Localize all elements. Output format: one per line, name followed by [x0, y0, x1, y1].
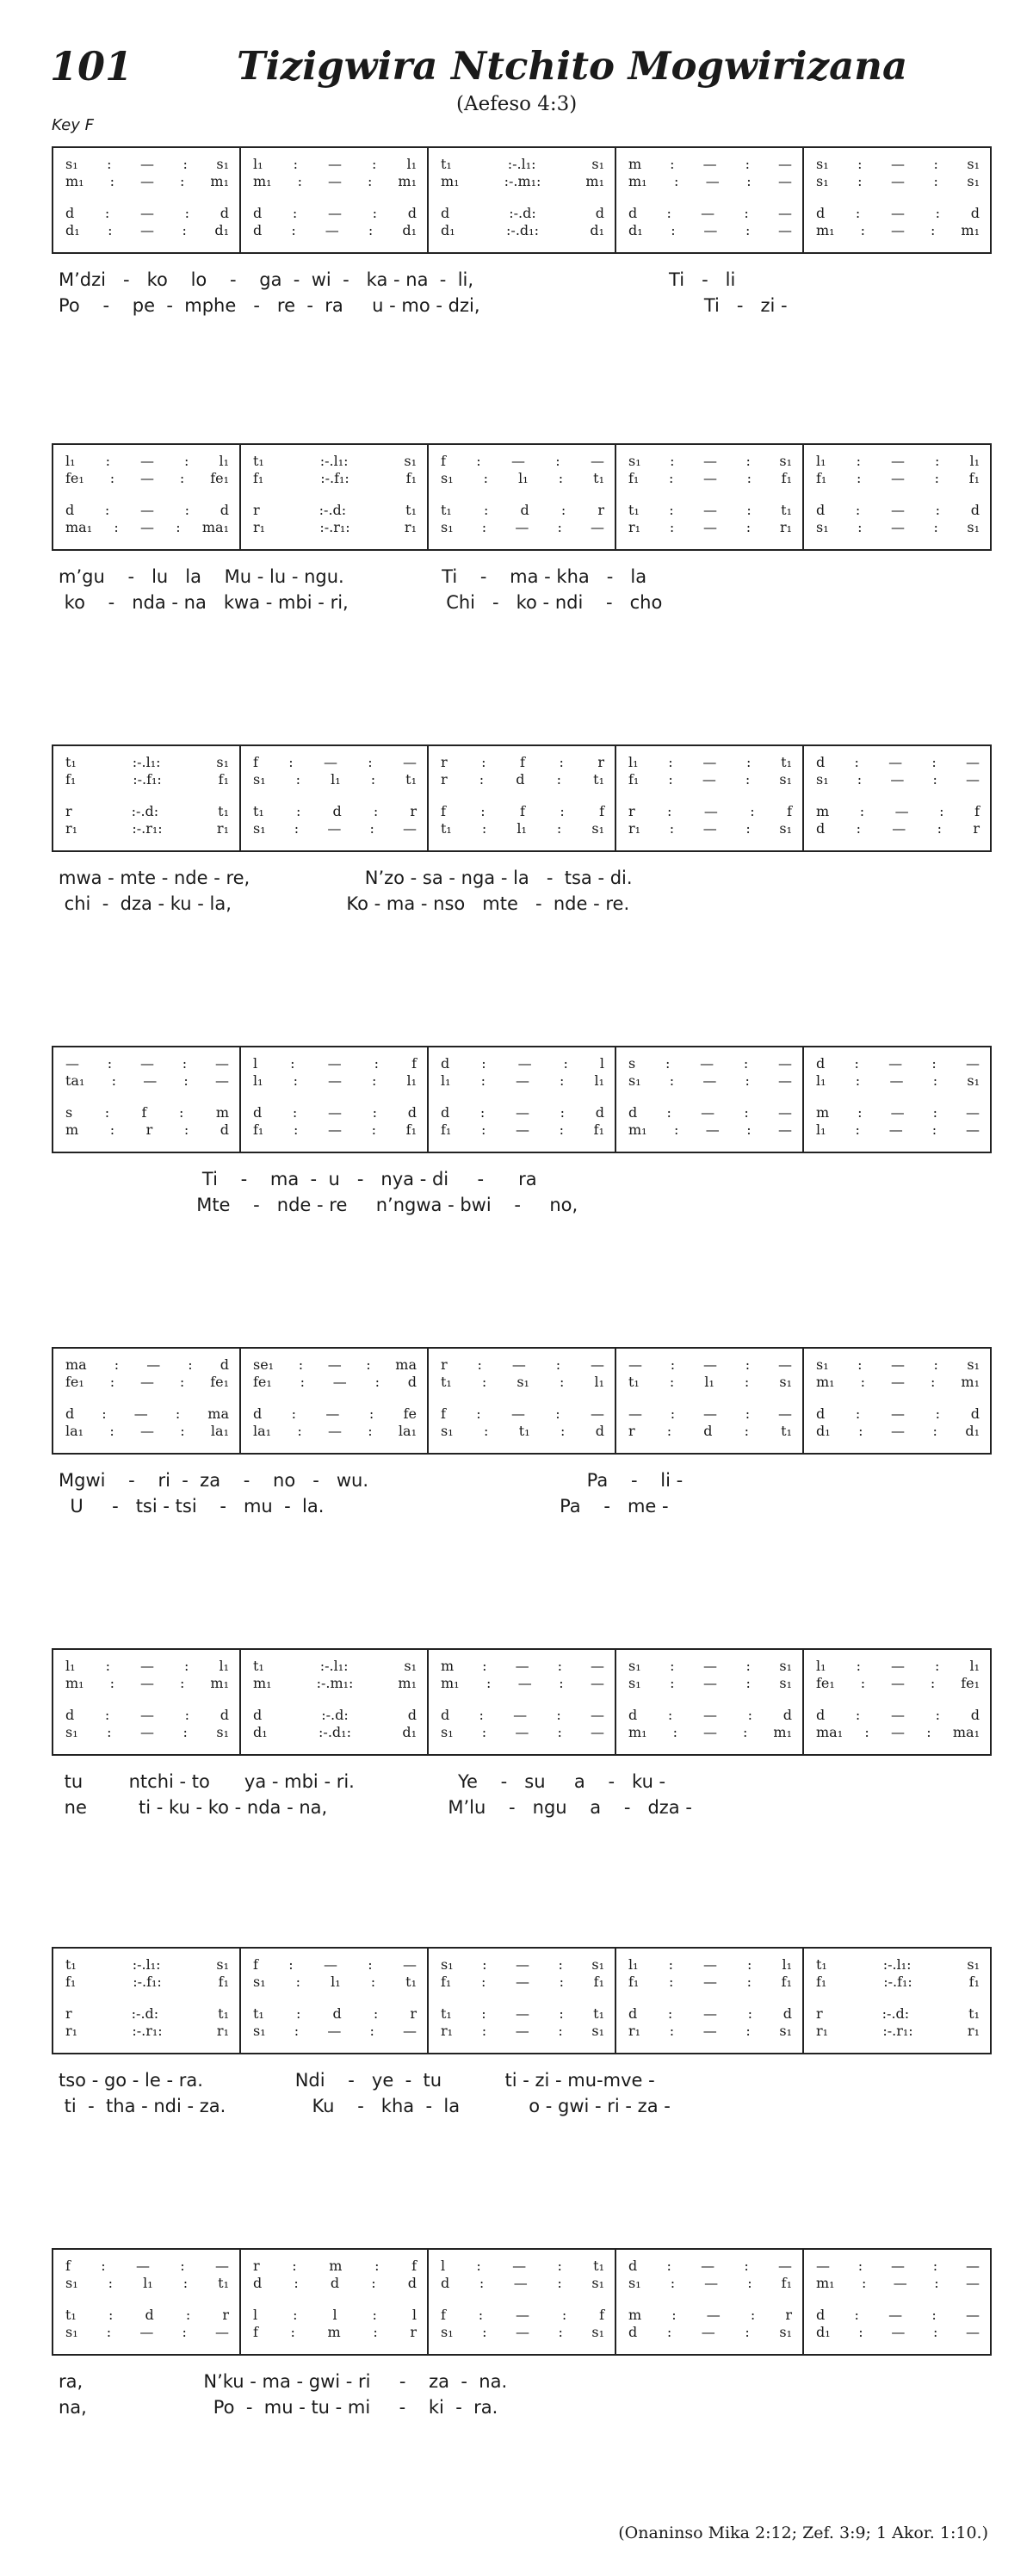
voice-part-notes: m : — : r	[628, 2307, 792, 2323]
hymn-title: Tizigwira Ntchito Mogwirizana	[237, 43, 908, 89]
measure	[429, 1650, 616, 1754]
voice-part-notes: s₁ : — : s₁	[628, 1675, 792, 1691]
voice-part-notes: t₁ : l₁ : s₁	[441, 820, 604, 837]
voice-part-notes: f : — : —	[253, 754, 417, 770]
measure	[241, 445, 429, 549]
voice-part-notes: s₁ : — : s₁	[816, 1356, 980, 1373]
voice-part-notes: t₁ :-.l₁: s₁	[441, 156, 604, 172]
voice-part-notes: t₁ : d : r	[253, 803, 417, 819]
voice-part-notes: f₁ :-.f₁: f₁	[253, 470, 417, 486]
voice-part-notes: f₁ :-.f₁: f₁	[65, 1974, 229, 1990]
voice-part-notes: f₁ : — : f₁	[441, 1121, 604, 1138]
voice-part-notes: l₁ : — : l₁	[816, 453, 980, 469]
voice-part-notes: s₁ : — : s₁	[441, 2324, 604, 2340]
lyric-line	[52, 2371, 992, 2397]
voice-part-notes: l₁ : — : l₁	[441, 1072, 604, 1089]
voice-part-notes: l₁ : — : l₁	[628, 1956, 792, 1973]
solfa-staff	[52, 2248, 992, 2356]
voice-part-notes: f₁ : — : f₁	[628, 470, 792, 486]
voice-part-notes: r₁ :-.r₁: r₁	[65, 2023, 229, 2039]
lyric-line	[52, 269, 992, 295]
lyric-line	[52, 2397, 992, 2423]
voice-part-notes: m₁ :-.m₁: m₁	[253, 1675, 417, 1691]
voice-part-notes: d : — : —	[628, 205, 792, 221]
voice-part-notes: l₁ : — : l₁	[253, 1072, 417, 1089]
voice-part-notes: la₁ : — : la₁	[253, 1423, 417, 1439]
lyric-line	[52, 1771, 992, 1797]
measure	[616, 746, 804, 850]
voice-part-notes: r : d : t₁	[441, 771, 604, 788]
voice-part-notes: s₁ : l₁ : t₁	[441, 470, 604, 486]
measure	[616, 1949, 804, 2053]
measure	[616, 1047, 804, 1152]
measure	[804, 746, 990, 850]
measure	[429, 1047, 616, 1152]
voice-part-notes: l₁ : — : l₁	[65, 453, 229, 469]
voice-part-notes: f₁ : — : f₁	[253, 1121, 417, 1138]
voice-part-notes: m₁ : — : m₁	[628, 1724, 792, 1740]
voice-part-notes: m : — : —	[628, 156, 792, 172]
voice-part-notes: r : f : r	[441, 754, 604, 770]
voice-part-notes: l : — : t₁	[441, 2258, 604, 2274]
voice-part-notes: m : — : f	[816, 803, 980, 819]
music-system	[52, 1648, 992, 1823]
voice-part-notes: s₁ : — : —	[65, 2324, 229, 2340]
measure	[53, 148, 241, 252]
voice-part-notes: — : — : —	[628, 1405, 792, 1422]
voice-part-notes: d : — : d	[628, 1707, 792, 1723]
voice-part-notes: m₁ : — : m₁	[816, 1374, 980, 1390]
voice-part-notes: r : — : f	[628, 803, 792, 819]
voice-part-notes: r₁ :-.r₁: r₁	[65, 820, 229, 837]
solfa-staff	[52, 443, 992, 551]
lyric-line	[52, 566, 992, 592]
measure	[804, 1949, 990, 2053]
voice-part-notes: l₁ : — : —	[816, 1121, 980, 1138]
voice-part-notes: d : — : d	[816, 1707, 980, 1723]
voice-part-notes: t₁ : d : r	[441, 502, 604, 518]
measure	[429, 148, 616, 252]
measure	[429, 1349, 616, 1453]
voice-part-notes: d : — : ma	[65, 1405, 229, 1422]
voice-part-notes: r : d : t₁	[628, 1423, 792, 1439]
voice-part-notes: t₁ : l₁ : s₁	[628, 1374, 792, 1390]
voice-part-notes: s₁ : — : —	[816, 771, 980, 788]
lyric-text: mwa - mte - nde - re, N’zo - sa - nga - la - tsa - di.	[59, 868, 633, 888]
voice-part-notes: m₁ :-.m₁: m₁	[441, 173, 604, 189]
voice-part-notes: f : — : f	[441, 2307, 604, 2323]
voice-part-notes: d : — : d₁	[253, 222, 417, 238]
voice-part-notes: t₁ :-.l₁: s₁	[253, 1658, 417, 1674]
voice-part-notes: d : — : —	[441, 1707, 604, 1723]
voice-part-notes: r : — : —	[441, 1356, 604, 1373]
voice-part-notes: d : — : d	[253, 1104, 417, 1121]
music-system	[52, 2248, 992, 2423]
voice-part-notes: t₁ : d : r	[253, 2005, 417, 2022]
voice-part-notes: s₁ : — : s₁	[816, 156, 980, 172]
voice-part-notes: d : — : —	[816, 1055, 980, 1072]
voice-part-notes: r :-.d: t₁	[65, 803, 229, 819]
voice-part-notes: d : d : d	[253, 2275, 417, 2291]
measure	[429, 746, 616, 850]
voice-part-notes: fe₁ : — : fe₁	[65, 470, 229, 486]
voice-part-notes: s₁ : — : s₁	[628, 453, 792, 469]
solfa-staff	[52, 1947, 992, 2054]
voice-part-notes: — : — : —	[816, 2258, 980, 2274]
voice-part-notes: ma₁ : — : ma₁	[816, 1724, 980, 1740]
lyric-text: U - tsi - tsi - mu - la. Pa - me -	[59, 1496, 669, 1517]
voice-part-notes: s₁ : — : s₁	[816, 519, 980, 535]
measure	[53, 746, 241, 850]
voice-part-notes: — : — : —	[65, 1055, 229, 1072]
voice-part-notes: ma : — : d	[65, 1356, 229, 1373]
voice-part-notes: f : — : —	[441, 1405, 604, 1422]
measure	[804, 445, 990, 549]
voice-part-notes: t₁ : — : t₁	[441, 2005, 604, 2022]
voice-part-notes: r :-.d: t₁	[65, 2005, 229, 2022]
measure	[804, 2250, 990, 2354]
voice-part-notes: f : m : r	[253, 2324, 417, 2340]
lyric-line	[52, 2096, 992, 2122]
voice-part-notes: t₁ :-.l₁: s₁	[65, 1956, 229, 1973]
voice-part-notes: d : — : d	[65, 502, 229, 518]
voice-part-notes: s₁ : — : s₁	[65, 156, 229, 172]
voice-part-notes: d : — : d	[253, 205, 417, 221]
voice-part-notes: m₁ : — : m₁	[65, 1675, 229, 1691]
measure	[616, 1349, 804, 1453]
voice-part-notes: r₁ :-.r₁: r₁	[816, 2023, 980, 2039]
voice-part-notes: f₁ : — : f₁	[816, 470, 980, 486]
voice-part-notes: s₁ : — : f₁	[628, 2275, 792, 2291]
lyric-text: Mgwi - ri - za - no - wu. Pa - li -	[59, 1470, 684, 1491]
lyric-line	[52, 2070, 992, 2096]
voice-part-notes: d₁ :-.d₁: d₁	[441, 222, 604, 238]
voice-part-notes: f₁ :-.f₁: f₁	[816, 1974, 980, 1990]
voice-part-notes: m₁ : — : —	[628, 1121, 792, 1138]
lyric-line	[52, 1195, 992, 1220]
lyric-text: tu ntchi - to ya - mbi - ri. Ye - su a - ku -	[59, 1771, 666, 1792]
voice-part-notes: d : — : d	[816, 1405, 980, 1422]
voice-part-notes: s : — : —	[628, 1055, 792, 1072]
voice-part-notes: d : — : d	[816, 205, 980, 221]
measure	[241, 2250, 429, 2354]
voice-part-notes: d₁ : — : —	[816, 2324, 980, 2340]
lyric-text: na, Po - mu - tu - mi - ki - ra.	[59, 2397, 498, 2418]
voice-part-notes: r₁ : — : r₁	[628, 519, 792, 535]
voice-part-notes: r₁ :-.r₁: r₁	[253, 519, 417, 535]
lyric-line	[52, 1169, 992, 1195]
voice-part-notes: f₁ : — : f₁	[441, 1974, 604, 1990]
lyric-line	[52, 1496, 992, 1522]
voice-part-notes: d : — : d	[816, 502, 980, 518]
measure	[241, 1047, 429, 1152]
voice-part-notes: f : f : f	[441, 803, 604, 819]
measure	[53, 445, 241, 549]
lyric-line	[52, 868, 992, 893]
voice-part-notes: ta₁ : — : —	[65, 1072, 229, 1089]
lyric-text: ne ti - ku - ko - nda - na, M’lu - ngu a - dza -	[59, 1797, 692, 1818]
voice-part-notes: s₁ : l₁ : t₁	[65, 2275, 229, 2291]
measure	[429, 1949, 616, 2053]
lyric-line	[52, 1470, 992, 1496]
voice-part-notes: m : — : —	[816, 1104, 980, 1121]
voice-part-notes: d :-.d: d	[441, 205, 604, 221]
voice-part-notes: d : — : —	[628, 1104, 792, 1121]
measure	[616, 1650, 804, 1754]
measure	[804, 1349, 990, 1453]
solfa-staff	[52, 1046, 992, 1153]
voice-part-notes: m₁ : — : m₁	[816, 222, 980, 238]
voice-part-notes: s₁ : — : —	[253, 820, 417, 837]
lyric-text: tso - go - le - ra. Ndi - ye - tu ti - zi - mu-mve -	[59, 2070, 655, 2091]
measure	[429, 445, 616, 549]
lyric-text: Mte - nde - re n’ngwa - bwi - no,	[59, 1195, 578, 1215]
voice-part-notes: d : — : s₁	[441, 2275, 604, 2291]
music-system	[52, 744, 992, 919]
voice-part-notes: fe₁ : — : fe₁	[816, 1675, 980, 1691]
measure	[241, 746, 429, 850]
lyric-text: M’dzi - ko lo - ga - wi - ka - na - li, Ti - li	[59, 269, 736, 290]
lyric-text: ko - nda - na kwa - mbi - ri, Chi - ko - ndi - cho	[59, 592, 663, 613]
voice-part-notes: d₁ :-.d₁: d₁	[253, 1724, 417, 1740]
voice-part-notes: l₁ : — : t₁	[628, 754, 792, 770]
measure	[53, 1650, 241, 1754]
measure	[53, 1349, 241, 1453]
music-system	[52, 1046, 992, 1220]
voice-part-notes: s₁ : l₁ : t₁	[253, 1974, 417, 1990]
voice-part-notes: f₁ : — : f₁	[628, 1974, 792, 1990]
lyric-text: chi - dza - ku - la, Ko - ma - nso mte - nde - re.	[59, 893, 630, 914]
measure	[53, 1047, 241, 1152]
measure	[241, 1650, 429, 1754]
measure	[804, 148, 990, 252]
voice-part-notes: f₁ :-.f₁: f₁	[65, 771, 229, 788]
voice-part-notes: fe₁ : — : fe₁	[65, 1374, 229, 1390]
voice-part-notes: d : — : s₁	[628, 2324, 792, 2340]
voice-part-notes: d : — : d	[441, 1104, 604, 1121]
voice-part-notes: t₁ :-.l₁: s₁	[253, 453, 417, 469]
voice-part-notes: s : f : m	[65, 1104, 229, 1121]
measure	[53, 2250, 241, 2354]
solfa-staff	[52, 1347, 992, 1455]
measure	[241, 148, 429, 252]
measure	[53, 1949, 241, 2053]
voice-part-notes: f : — : —	[441, 453, 604, 469]
lyric-line	[52, 893, 992, 919]
voice-part-notes: s₁ : t₁ : d	[441, 1423, 604, 1439]
lyric-line	[52, 295, 992, 321]
measure	[616, 148, 804, 252]
voice-part-notes: l₁ : — : l₁	[65, 1658, 229, 1674]
lyric-line	[52, 1797, 992, 1823]
voice-part-notes: d : — : —	[816, 754, 980, 770]
solfa-staff	[52, 1648, 992, 1756]
voice-part-notes: s₁ : — : —	[253, 2023, 417, 2039]
voice-part-notes: r₁ : — : s₁	[628, 2023, 792, 2039]
voice-part-notes: t₁ : — : t₁	[628, 502, 792, 518]
voice-part-notes: r₁ : — : s₁	[441, 2023, 604, 2039]
voice-part-notes: r :-.d: t₁	[816, 2005, 980, 2022]
voice-part-notes: r :-.d: t₁	[253, 502, 417, 518]
voice-part-notes: d : — : l	[441, 1055, 604, 1072]
lyric-line	[52, 592, 992, 618]
voice-part-notes: t₁ :-.l₁: s₁	[65, 754, 229, 770]
music-system	[52, 443, 992, 618]
voice-part-notes: m₁ : — : —	[628, 173, 792, 189]
music-system	[52, 1347, 992, 1522]
measure	[241, 1349, 429, 1453]
lyric-text: Po - pe - mphe - re - ra u - mo - dzi, Ti - zi -	[59, 295, 788, 316]
voice-part-notes: t₁ :-.l₁: s₁	[816, 1956, 980, 1973]
solfa-staff	[52, 744, 992, 852]
voice-part-notes: l₁ : — : l₁	[253, 156, 417, 172]
voice-part-notes: t₁ : s₁ : l₁	[441, 1374, 604, 1390]
voice-part-notes: t₁ : d : r	[65, 2307, 229, 2323]
voice-part-notes: m₁ : — : m₁	[65, 173, 229, 189]
measure	[616, 2250, 804, 2354]
music-system	[52, 1947, 992, 2122]
voice-part-notes: m₁ : — : —	[816, 2275, 980, 2291]
voice-part-notes: f₁ : — : s₁	[628, 771, 792, 788]
voice-part-notes: m₁ : — : m₁	[253, 173, 417, 189]
voice-part-notes: l₁ : — : l₁	[816, 1658, 980, 1674]
footer-references: (Onaninso Mika 2:12; Zef. 3:9; 1 Akor. 1:10.)	[618, 2523, 988, 2542]
measure	[804, 1047, 990, 1152]
voice-part-notes: d : — : d	[65, 205, 229, 221]
voice-part-notes: s₁ : — : s₁	[65, 1724, 229, 1740]
voice-part-notes: d : — : fe	[253, 1405, 417, 1422]
voice-part-notes: d₁ : — : —	[628, 222, 792, 238]
voice-part-notes: fe₁ : — : d	[253, 1374, 417, 1390]
voice-part-notes: d : — : d	[65, 1707, 229, 1723]
voice-part-notes: ma₁ : — : ma₁	[65, 519, 229, 535]
voice-part-notes: m₁ : — : —	[441, 1675, 604, 1691]
hymn-number: 101	[50, 43, 133, 90]
music-system	[52, 146, 992, 321]
voice-part-notes: d : — : d	[628, 2005, 792, 2022]
voice-part-notes: s₁ : — : —	[628, 1072, 792, 1089]
voice-part-notes: l : l : l	[253, 2307, 417, 2323]
solfa-staff	[52, 146, 992, 254]
voice-part-notes: r₁ : — : s₁	[628, 820, 792, 837]
key-signature: Key F	[52, 116, 94, 134]
voice-part-notes: m : — : —	[441, 1658, 604, 1674]
voice-part-notes: l : — : f	[253, 1055, 417, 1072]
voice-part-notes: s₁ : l₁ : t₁	[253, 771, 417, 788]
measure	[429, 2250, 616, 2354]
voice-part-notes: d : — : —	[628, 2258, 792, 2274]
measure	[241, 1949, 429, 2053]
voice-part-notes: se₁ : — : ma	[253, 1356, 417, 1373]
voice-part-notes: s₁ : — : —	[441, 1724, 604, 1740]
voice-part-notes: l₁ : — : s₁	[816, 1072, 980, 1089]
lyric-text: Ti - ma - u - nya - di - ra	[59, 1169, 537, 1189]
scripture-reference: (Aefeso 4:3)	[456, 93, 578, 115]
voice-part-notes: d : — : —	[816, 2307, 980, 2323]
voice-part-notes: s₁ : — : s₁	[628, 1658, 792, 1674]
measure	[616, 445, 804, 549]
voice-part-notes: — : — : —	[628, 1356, 792, 1373]
lyric-text: m’gu - lu la Mu - lu - ngu. Ti - ma - kha - la	[59, 566, 647, 587]
voice-part-notes: d₁ : — : d₁	[65, 222, 229, 238]
voice-part-notes: la₁ : — : la₁	[65, 1423, 229, 1439]
voice-part-notes: d : — : r	[816, 820, 980, 837]
voice-part-notes: d₁ : — : d₁	[816, 1423, 980, 1439]
measure	[804, 1650, 990, 1754]
voice-part-notes: d :-.d: d	[253, 1707, 417, 1723]
lyric-text: ti - tha - ndi - za. Ku - kha - la o - gwi - ri - za -	[59, 2096, 671, 2116]
voice-part-notes: r : m : f	[253, 2258, 417, 2274]
lyric-text: ra, N’ku - ma - gwi - ri - za - na.	[59, 2371, 508, 2392]
voice-part-notes: s₁ : — : s₁	[441, 1956, 604, 1973]
voice-part-notes: f : — : —	[253, 1956, 417, 1973]
voice-part-notes: m : r : d	[65, 1121, 229, 1138]
voice-part-notes: f : — : —	[65, 2258, 229, 2274]
voice-part-notes: s₁ : — : s₁	[816, 173, 980, 189]
voice-part-notes: s₁ : — : —	[441, 519, 604, 535]
